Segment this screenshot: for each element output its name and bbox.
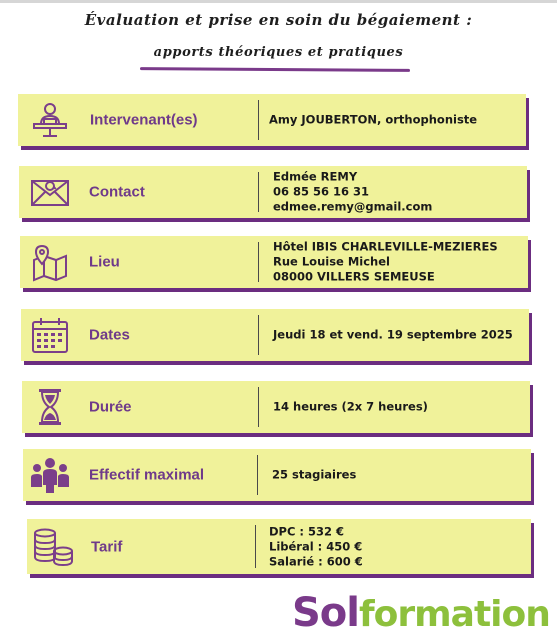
logo-part-formation: formation (359, 594, 550, 635)
value-line: Libéral : 450 € (269, 539, 363, 553)
page-title: Évaluation et prise en soin du bégaiement : (84, 11, 473, 29)
value-line: 14 heures (2x 7 heures) (273, 399, 428, 414)
coins-icon (31, 527, 75, 567)
row-value (273, 400, 428, 415)
logo-part-sol: Sol (292, 590, 359, 636)
info-row-lieu (20, 236, 528, 288)
info-row-effectif (23, 449, 531, 501)
row-value (273, 170, 432, 215)
value-line: Hôtel IBIS CHARLEVILLE-MEZIERES (273, 239, 498, 254)
row-divider (258, 387, 259, 427)
row-divider (258, 100, 259, 140)
row-value (269, 524, 363, 569)
value-line: 25 stagiaires (272, 467, 357, 482)
row-label: Tarif (91, 538, 123, 555)
solformation-logo (292, 590, 550, 640)
value-line: DPC : 532 € (269, 524, 345, 538)
row-value (269, 113, 477, 128)
row-label: Effectif maximal (89, 466, 205, 484)
hourglass-icon (28, 387, 72, 427)
row-value (272, 468, 356, 483)
info-row-dates (21, 309, 529, 361)
person-at-desk-icon (28, 100, 72, 140)
info-row-contact (19, 166, 527, 218)
value-line: 08000 VILLERS SEMEUSE (273, 269, 435, 284)
envelope-icon (28, 172, 72, 212)
row-divider (257, 455, 258, 495)
value-line: Jeudi 18 et vend. 19 septembre 2025 (273, 327, 513, 342)
row-label: Dates (89, 326, 130, 344)
map-pin-icon (28, 242, 72, 282)
group-icon (28, 455, 72, 495)
value-line: edmee.remy@gmail.com (273, 199, 433, 214)
page-subtitle: apports théoriques et pratiques (153, 45, 404, 60)
value-line: Edmée REMY (273, 169, 358, 184)
row-divider (258, 242, 259, 282)
row-divider (258, 172, 259, 212)
value-line: Rue Louise Michel (273, 254, 390, 269)
row-divider (255, 525, 256, 568)
value-line: Salarié : 600 € (269, 554, 363, 568)
row-divider (258, 315, 259, 355)
value-line: Amy JOUBERTON, orthophoniste (269, 112, 478, 127)
row-label: Lieu (89, 253, 120, 271)
top-border (0, 0, 557, 3)
info-row-duree (22, 381, 530, 433)
row-label: Durée (89, 398, 132, 416)
calendar-icon (28, 315, 72, 355)
info-row-intervenants (18, 94, 526, 146)
row-label: Intervenant(es) (90, 111, 198, 129)
row-label: Contact (89, 183, 145, 201)
row-value (273, 240, 498, 285)
value-line: 06 85 56 16 31 (273, 184, 370, 199)
title-underline (140, 67, 410, 72)
info-row-tarif (27, 519, 531, 574)
row-value (273, 328, 513, 343)
